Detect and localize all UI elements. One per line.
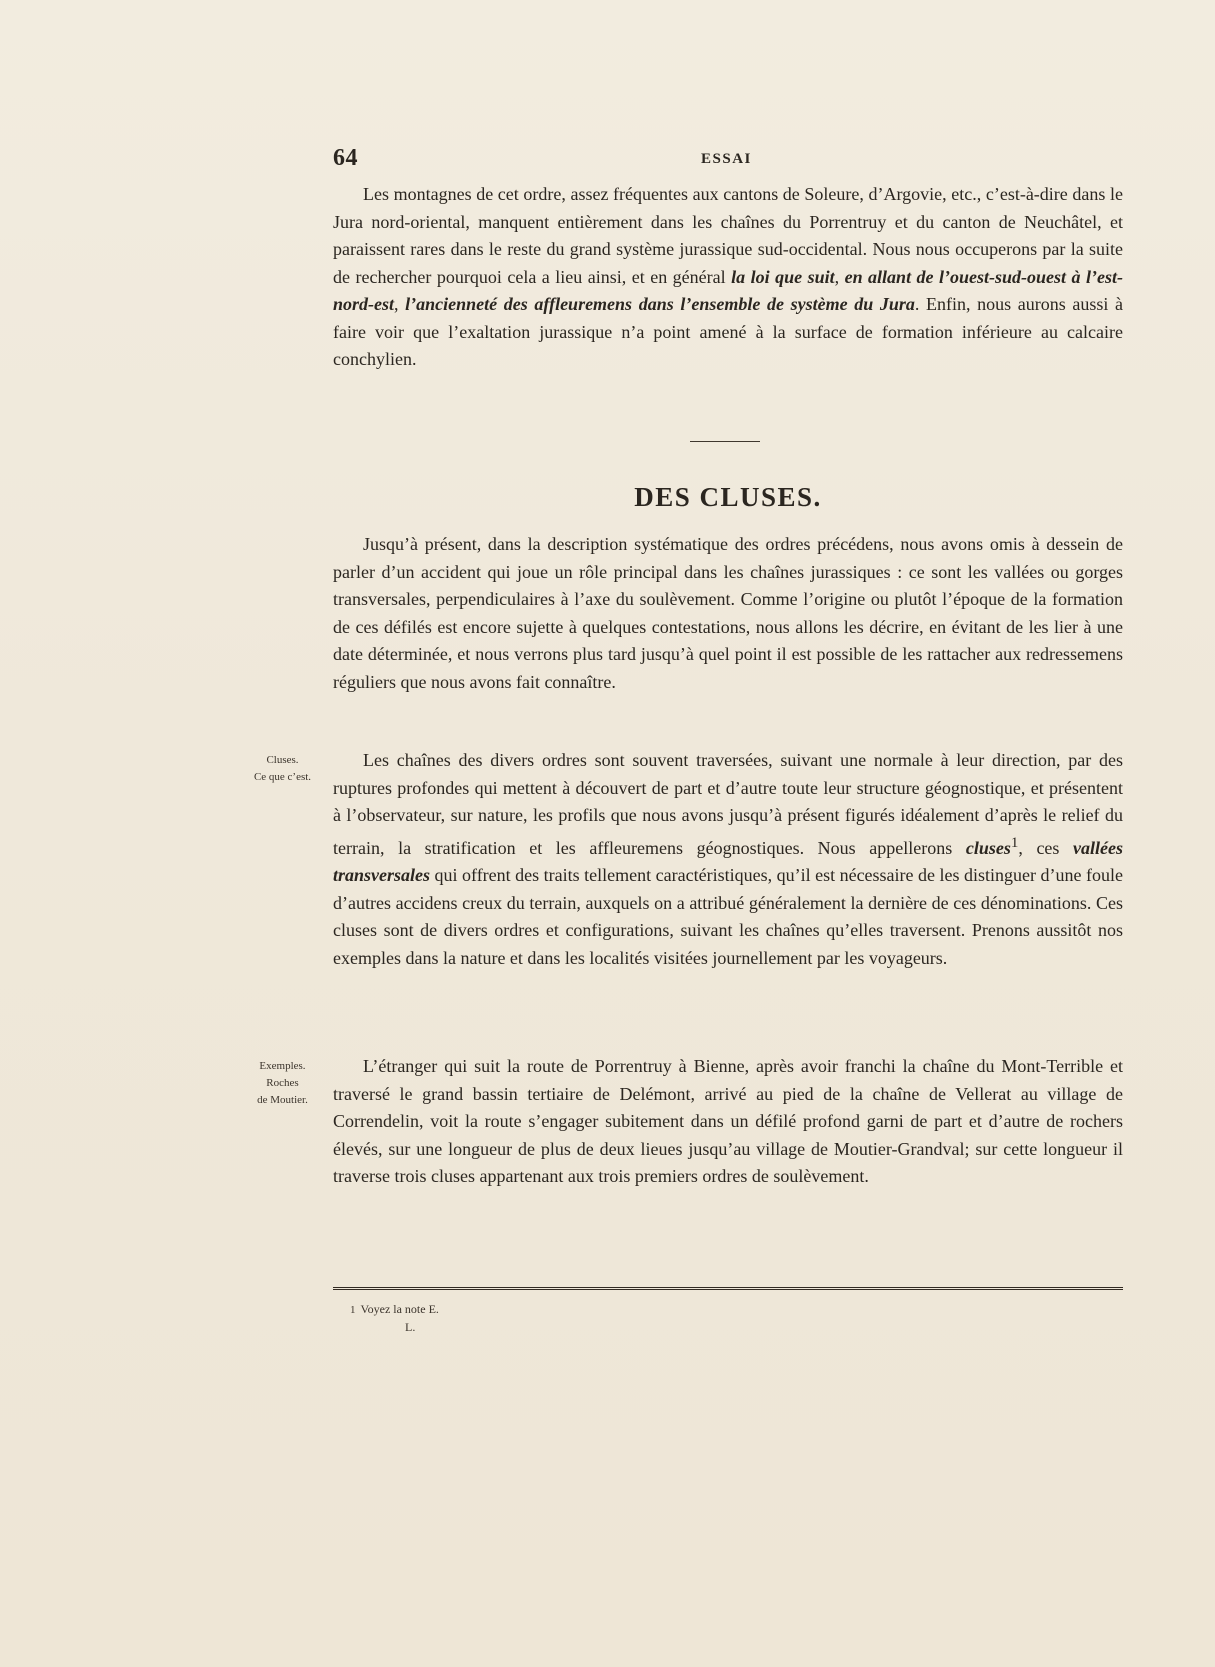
- margin-note-line: Exemples.: [259, 1060, 306, 1072]
- body-paragraph-1: Jusqu’à présent, dans la description systématique des ordres précédens, nous avons omis à dessein de parler d’un accident qui joue un rôle principal dans les chaînes jurassiques : ce sont les vallées ou gorges transversales, perpendiculaires à l’axe du soulèvement. Comme l’origine ou plutôt l’époque de la formation de ces défilés est encore sujette à quelques contestations, nous allons les décrire, en évitant de les lier à une date déterminée, et nous verrons plus tard jusqu’à quel point il est possible de les rattacher aux redressemens réguliers que nous avons fait connaître.: [333, 534, 1123, 692]
- intro-italic-1: la loi que suit: [731, 266, 835, 287]
- footnote-text: Voyez la note E.: [360, 1302, 439, 1316]
- footnote-signature: L.: [405, 1320, 416, 1334]
- footnote-reference[interactable]: 1: [1010, 834, 1019, 851]
- intro-italic-2: en allant de l’ouest-sud-ouest à l’est-nord-est: [333, 266, 1123, 314]
- margin-note-line: Ce que c’est.: [253, 771, 312, 783]
- body-paragraph-1-block: [333, 531, 1123, 696]
- term-cluses: cluses: [965, 837, 1011, 858]
- term-vallees-transversales: vallées transversales: [333, 837, 1123, 885]
- section-divider: [690, 441, 760, 442]
- intro-text-4: . Enfin, nous aurons aussi à faire voir que l’exaltation jurassique n’a point amené à la surface de formation inférieure au calcaire conchylien.: [333, 294, 1123, 369]
- intro-paragraph: [333, 181, 1123, 374]
- footnote: [350, 1300, 439, 1319]
- body-paragraph-2-text-1: Les chaînes des divers ordres sont souvent traversées, suivant une normale à leur direction, par des ruptures profondes qui mettent à découvert de part et d’autre toute leur structure géognostique, et présentent à l’observateur, sur nature, les profils que nous avons jusqu’à présent figurés idéalement d’après le relief du terrain, la stratification et les affleuremens géognostiques. Nous appellerons: [333, 750, 1123, 858]
- body-paragraph-3-block: [333, 1053, 1123, 1191]
- margin-note-cluses: [230, 752, 335, 786]
- margin-note-examples: [230, 1058, 335, 1109]
- body-paragraph-2-text-3: qui offrent des traits tellement caractéristiques, qu’il est nécessaire de les distinguer d’une foule d’autres accidens creux du terrain, auxquels on a attribué généralement la dernière de ces dénominations. Ces cluses sont de divers ordres et configurations, suivant les chaînes qu’elles traversent. Prenons aussitôt nos exemples dans la nature et dans les localités visitées journellement par les voyageurs.: [333, 865, 1123, 968]
- page-header: [333, 145, 1123, 173]
- intro-text-3: ,: [394, 294, 406, 314]
- body-paragraph-2-block: [333, 747, 1123, 972]
- footnote-rule: [333, 1287, 1123, 1290]
- intro-paragraph-block: [333, 181, 1123, 374]
- section-title: DES CLUSES.: [634, 482, 822, 512]
- intro-text-1: Les montagnes de cet ordre, assez fréquentes aux cantons de Soleure, d’Argovie, etc., c’est-à-dire dans le Jura nord-oriental, manquent entièrement dans les chaînes du Porrentruy et du canton de Neuchâtel, et paraissent rares dans le reste du grand système jurassique sud-occidental. Nous nous occuperons par la suite de rechercher pourquoi cela a lieu ainsi, et en général: [333, 184, 1123, 287]
- margin-note-line: de Moutier.: [257, 1094, 308, 1106]
- running-head: ESSAI: [701, 151, 752, 167]
- margin-note-line: Cluses.: [266, 754, 299, 766]
- intro-italic-3: l’ancienneté des affleuremens dans l’ensemble de système du Jura: [405, 294, 915, 314]
- body-paragraph-3: L’étranger qui suit la route de Porrentruy à Bienne, après avoir franchi la chaîne du Mont-Terrible et traversé le grand bassin tertiaire de Delémont, arrivé au pied de la chaîne de Vellerat au village de Correndelin, voit la route s’engager subitement dans un défilé profond garni de part et d’autre de rochers élevés, sur une longueur de plus de deux lieues jusqu’au village de Moutier-Grandval; sur cette longueur il traverse trois cluses appartenant aux trois premiers ordres de soulèvement.: [333, 1056, 1123, 1186]
- body-paragraph-2-text-2: , ces: [1018, 837, 1074, 858]
- page-number: 64: [333, 145, 358, 171]
- footnote-mark: 1: [350, 1304, 356, 1316]
- body-paragraph-2: [333, 747, 1123, 972]
- intro-text-2: ,: [834, 266, 845, 287]
- margin-note-line: Roches: [266, 1077, 299, 1089]
